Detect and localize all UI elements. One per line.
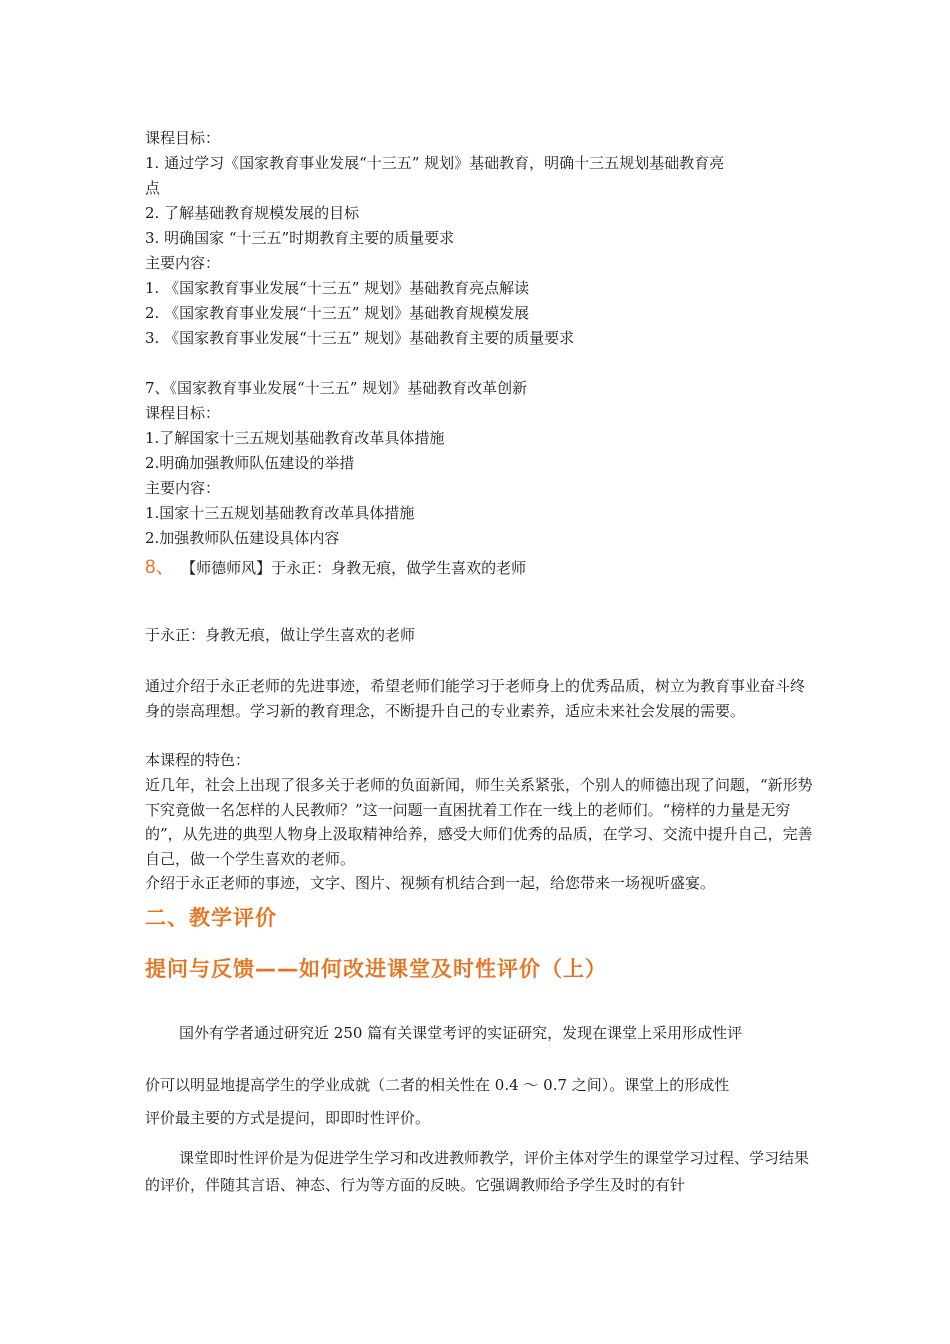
goal-item-2: 2. 了解基础教育规模发展的目标 <box>145 204 360 222</box>
course-8-heading <box>145 557 526 579</box>
content-item-1: 1. 《国家教育事业发展“十三五” 规划》基础教育亮点解读 <box>145 279 530 297</box>
goal-item-3: 3. 明确国家 “十三五”时期教育主要的质量要求 <box>145 229 455 247</box>
features-label: 本课程的特色： <box>145 751 251 769</box>
goal-7-item-2: 2.明确加强教师队伍建设的举措 <box>145 454 355 472</box>
para-3-line-1: 国外有学者通过研究近 250 篇有关课堂考评的实证研究，发现在课堂上采用形成性评 <box>179 1024 743 1042</box>
section-heading-2: 二、教学评价 <box>145 906 277 930</box>
goal-item-1-cont: 点 <box>145 179 161 197</box>
course-8-number: 8、 <box>145 557 175 578</box>
features-paragraph: 近几年，社会上出现了很多关于老师的负面新闻，师生关系紧张，个别人的师德出现了问题，“新形势下究竟做一名怎样的人民教师？”这一问题一直困扰着工作在一线上的老师们。“榜样的力量是无穷的”，从先进的典型人物身上汲取精神给养，感受大师们优秀的品质，在学习、交流中提升自己，完善自己，做一个学生喜欢的老师。 <box>145 776 813 868</box>
course-7-title: 7、《国家教育事业发展“十三五” 规划》基础教育改革创新 <box>145 379 528 397</box>
course-8-subtitle: 于永正：身教无痕，做让学生喜欢的老师 <box>145 626 416 644</box>
para-3-line-3: 评价最主要的方式是提问，即即时性评价。 <box>145 1109 431 1127</box>
goal-item-1: 1. 通过学习《国家教育事业发展“十三五” 规划》基础教育，明确十三五规划基础教育亮 <box>145 154 725 172</box>
lesson-title: 提问与反馈——如何改进课堂及时性评价（上） <box>145 957 607 981</box>
content-item-2: 2. 《国家教育事业发展“十三五” 规划》基础教育规模发展 <box>145 304 530 322</box>
goal-7-item-1: 1.了解国家十三五规划基础教育改革具体措施 <box>145 429 445 447</box>
features-summary: 介绍于永正老师的事迹，文字、图片、视频有机结合到一起，给您带来一场视听盛宴。 <box>145 874 716 892</box>
content-7-item-2: 2.加强教师队伍建设具体内容 <box>145 529 340 547</box>
course-8-description: 通过介绍于永正老师的先进事迹，希望老师们能学习于老师身上的优秀品质，树立为教育事业奋斗终身的崇高理想。学习新的教育理念，不断提升自己的专业素养，适应未来社会发展的需要。 <box>145 677 806 720</box>
para-4: 课堂即时性评价是为促进学生学习和改进教师教学，评价主体对学生的课堂学习过程、学习结果的评价，伴随其言语、神态、行为等方面的反映。它强调教师给予学生及时的有针 <box>145 1149 810 1194</box>
course-8-title: 【师德师风】于永正：身教无痕，做学生喜欢的老师 <box>188 559 527 577</box>
content-item-3: 3. 《国家教育事业发展“十三五” 规划》基础教育主要的质量要求 <box>145 329 575 347</box>
content-7-item-1: 1.国家十三五规划基础教育改革具体措施 <box>145 504 415 522</box>
para-3-line-2: 价可以明显地提高学生的学业成就（二者的相关性在 0.4 ～ 0.7 之间）。课堂上的形成性 <box>145 1076 730 1094</box>
main-content-label: 主要内容： <box>145 254 221 272</box>
course-goals-label: 课程目标： <box>145 129 221 147</box>
main-content-label-7: 主要内容： <box>145 479 221 497</box>
course-goals-label-7: 课程目标： <box>145 404 221 422</box>
